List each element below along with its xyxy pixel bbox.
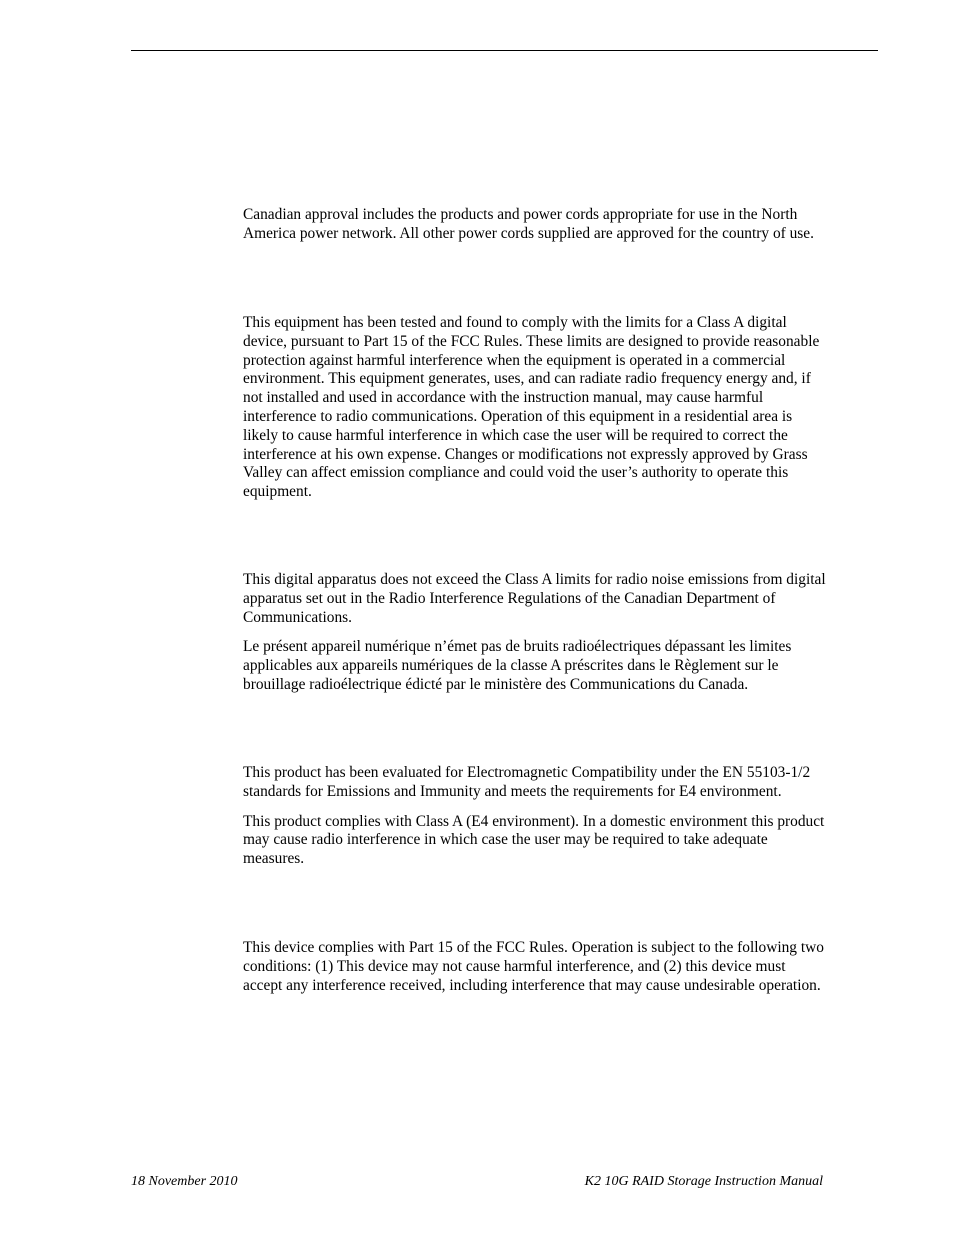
section-fcc-emission — [243, 314, 828, 502]
paragraph: This digital apparatus does not exceed the Class A limits for radio noise emissions from digital apparatus set out in the Radio Interference Regulations of the Canadian Department of Communications. — [243, 571, 826, 626]
footer-date: 18 November 2010 — [131, 1174, 238, 1189]
paragraph: This product complies with Class A (E4 environment). In a domestic environment this product may cause radio interference in which case the user may be required to take adequate measures. — [243, 812, 825, 868]
section-fcc-part15 — [243, 939, 828, 995]
paragraph: Canadian approval includes the products and power cords appropriate for use in the North America power network. All other power cords supplied are approved for the country of use. — [243, 206, 814, 242]
paragraph: This equipment has been tested and found to comply with the limits for a Class A digital device, pursuant to Part 15 of the FCC Rules. These limits are designed to provide reasonable protection against harmful interference when the equipment is operated in a commercial environment. This equipment generates, uses, and can radiate radio frequency energy and, if not installed and used in accordance with the instruction manual, may cause harmful interference to radio communications. Operation of this equipment in a residential area is likely to cause harmful interference in which case the user will be required to correct the interference at his own expense. Changes or modifications not expressly approved by Grass Valley can affect emission compliance and could void the user’s authority to operate this equipment. — [243, 314, 820, 501]
header-rule — [131, 50, 878, 51]
section-canadian-emc — [243, 571, 828, 695]
paragraph-french: Le présent appareil numérique n’émet pas de bruits radioélectriques dépassant les limites applicables aux appareils numériques de la classe A préscrites dans le Règlement sur le brouillage radioélectrique édicté par le ministère des Communications du Canada. — [243, 638, 792, 693]
section-en-55103 — [243, 764, 828, 869]
footer-manual-title: K2 10G RAID Storage Instruction Manual — [584, 1174, 823, 1189]
paragraph: This device complies with Part 15 of the FCC Rules. Operation is subject to the following two conditions: (1) This device may not cause harmful interference, and (2) this device must accept any interference received, including interference that may cause undesirable operation. — [243, 939, 824, 994]
paragraph: This product has been evaluated for Electromagnetic Compatibility under the EN 55103-1/2 standards for Emissions and Immunity and meets the requirements for E4 environment. — [243, 764, 811, 800]
section-canadian-approval — [243, 206, 828, 244]
